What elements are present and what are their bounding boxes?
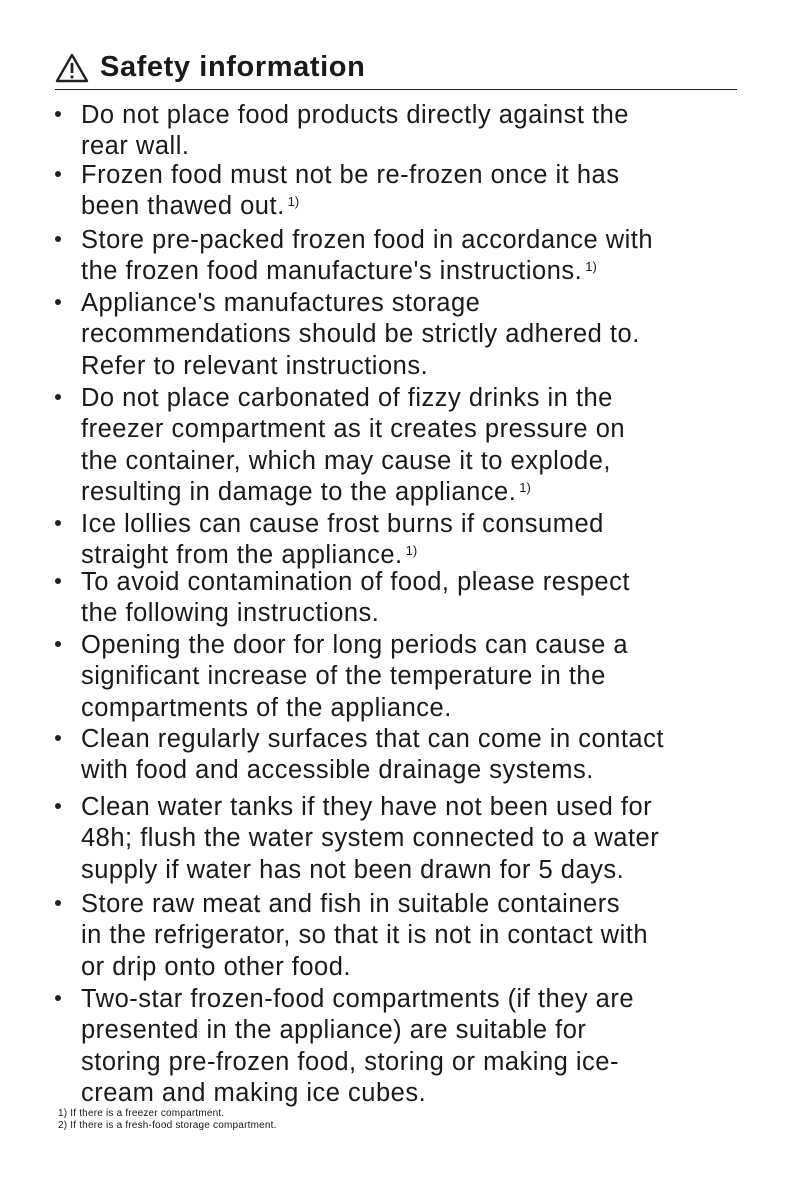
list-item-line: [81, 509, 604, 539]
list-item: [55, 567, 745, 630]
footnote-ref: 1): [585, 259, 597, 274]
list-item-line: [81, 724, 664, 754]
bullet-icon: [55, 111, 61, 117]
list-item-text: or drip onto other food.: [81, 953, 352, 981]
list-item-text: 48h; flush the water system connected to a water: [81, 824, 660, 852]
list-item-text: Clean water tanks if they have not been used for: [81, 793, 653, 821]
list-item-line: [81, 477, 531, 507]
list-item-line: [81, 952, 351, 982]
bullet-icon: [55, 299, 61, 305]
list-item-text: storing pre-frozen food, storing or making ice-: [81, 1048, 619, 1076]
list-item-line: [81, 567, 630, 597]
bullet-icon: [55, 803, 61, 809]
list-item-text: Refer to relevant instructions.: [81, 352, 429, 380]
list-item-text: Store raw meat and fish in suitable containers: [81, 890, 620, 918]
list-item: [55, 984, 745, 1109]
list-item-text: been thawed out.: [81, 192, 285, 220]
list-item-text: the frozen food manufacture's instructions.: [81, 257, 583, 285]
list-item-line: [81, 446, 611, 476]
list-item: [55, 160, 745, 223]
list-item-line: [81, 540, 417, 570]
list-item-text: Do not place food products directly against the: [81, 101, 629, 129]
list-item-line: [81, 288, 480, 318]
list-item-text: straight from the appliance.: [81, 541, 403, 569]
list-item: [55, 724, 745, 787]
list-item-text: compartments of the appliance.: [81, 694, 452, 722]
list-item-text: Two-star frozen-food compartments (if they are: [81, 985, 635, 1013]
list-item-text: Appliance's manufactures storage: [81, 289, 481, 317]
footnote-ref: 1): [405, 543, 418, 558]
bullet-icon: [55, 394, 61, 400]
list-item: [55, 100, 745, 163]
list-item: [55, 225, 745, 288]
bullet-icon: [55, 520, 61, 526]
list-item-text: To avoid contamination of food, please respect: [81, 568, 630, 596]
list-item-text: freezer compartment as it creates pressure on: [81, 415, 626, 443]
list-item-line: [81, 984, 634, 1014]
list-item-line: [81, 889, 620, 919]
list-item: [55, 509, 745, 572]
list-item-line: [81, 792, 652, 822]
list-item-line: [81, 225, 653, 255]
list-item-text: Store pre-packed frozen food in accordance with: [81, 226, 654, 254]
list-item-text: Opening the door for long periods can cause a: [81, 631, 629, 659]
footnote-1: 1) If there is a freezer compartment.: [58, 1108, 225, 1119]
list-item-text: Frozen food must not be re-frozen once it has: [81, 161, 620, 189]
list-item-text: the following instructions.: [81, 599, 380, 627]
list-item-line: [81, 351, 428, 381]
bullet-icon: [55, 578, 61, 584]
list-item-line: [81, 920, 648, 950]
list-item-line: [81, 1078, 426, 1108]
list-item-line: [81, 160, 619, 190]
list-item-text: resulting in damage to the appliance.: [81, 478, 517, 506]
list-item-text: Do not place carbonated of fizzy drinks in the: [81, 384, 613, 412]
list-item-text: the container, which may cause it to explode,: [81, 447, 611, 475]
footnote-ref: 1): [287, 194, 300, 209]
list-item-text: presented in the appliance) are suitable for: [81, 1016, 587, 1044]
list-item-text: Clean regularly surfaces that can come in contact: [81, 725, 664, 753]
list-item-line: [81, 414, 625, 444]
list-item-line: [81, 100, 629, 130]
list-item-line: [81, 661, 606, 691]
footnote-ref: 1): [519, 480, 531, 495]
list-item: [55, 792, 745, 886]
bullet-icon: [55, 995, 61, 1001]
list-item-line: [81, 1015, 586, 1045]
list-item-text: Ice lollies can cause frost burns if consumed: [81, 510, 604, 538]
list-item-line: [81, 823, 659, 853]
list-item-text: recommendations should be strictly adhered to.: [81, 320, 640, 348]
list-item-text: cream and making ice cubes.: [81, 1079, 427, 1107]
list-item-line: [81, 191, 299, 221]
list-item-text: with food and accessible drainage systems.: [81, 756, 594, 784]
list-item-line: [81, 256, 597, 286]
list-item-line: [81, 693, 452, 723]
list-item-text: supply if water has not been drawn for 5 days.: [81, 856, 625, 884]
list-item-line: [81, 383, 613, 413]
list-item-line: [81, 755, 594, 785]
bullet-icon: [55, 236, 61, 242]
bullet-icon: [55, 735, 61, 741]
footnotes: [58, 1108, 277, 1132]
list-item-line: [81, 855, 624, 885]
list-item-line: [81, 319, 640, 349]
list-item-text: in the refrigerator, so that it is not in contact with: [81, 921, 649, 949]
list-item-line: [81, 630, 628, 660]
bullet-icon: [55, 641, 61, 647]
bullet-icon: [55, 900, 61, 906]
list-item-text: significant increase of the temperature in the: [81, 662, 606, 690]
footnote-2: 2) If there is a fresh-food storage compartment.: [58, 1120, 277, 1131]
list-item-line: [81, 598, 379, 628]
list-item: [55, 889, 745, 983]
page-title: Safety information: [100, 51, 366, 83]
list-item: [55, 630, 745, 724]
list-item-text: rear wall.: [81, 132, 190, 160]
bullet-icon: [55, 171, 61, 177]
list-item: [55, 288, 745, 382]
list-item: [55, 383, 745, 508]
list-item-line: [81, 1047, 619, 1077]
list-item-line: [81, 131, 189, 161]
